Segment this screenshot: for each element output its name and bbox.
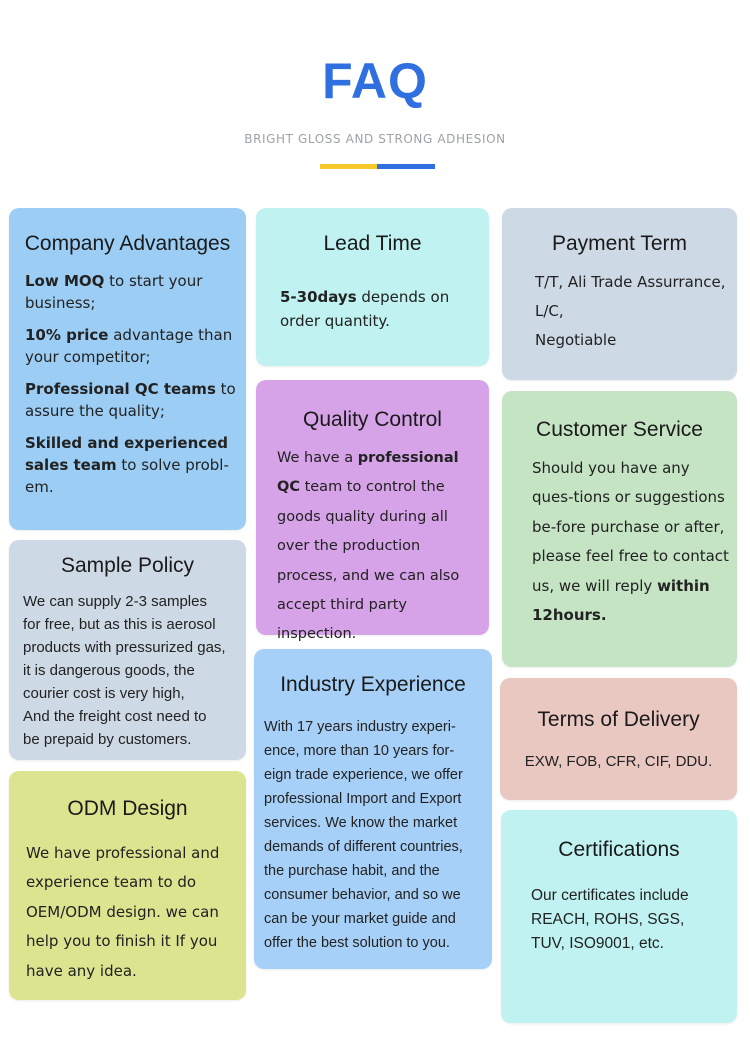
card-title: Sample Policy: [60, 554, 195, 577]
body-text: team to control the goods quality during all over the production process, and we can also accept third party inspection.: [277, 479, 460, 643]
odm-design-card: [9, 771, 246, 1000]
lead-time-card: [256, 208, 489, 366]
body-line: can be your market guide and: [264, 911, 456, 927]
body-line: for free, but as this is aerosol: [23, 616, 216, 633]
industry-experience-card: [254, 649, 492, 969]
body-text: Should you have any ques-tions or suggestions be-fore purchase or after, please feel free to contact us, we will reply: [532, 459, 729, 595]
body-line: Negotiable: [535, 331, 617, 349]
card-body: [531, 884, 733, 956]
page-subtitle: BRIGHT GLOSS AND STRONG ADHESION: [244, 132, 506, 146]
company-advantages-card: [9, 208, 246, 530]
card-title: Quality Control: [303, 408, 442, 431]
highlight-text: 5-30days: [280, 288, 357, 306]
highlight-text: Skilled and experienced sales team: [25, 434, 229, 474]
body-line: Our certificates include: [531, 887, 689, 904]
body-line: professional Import and Export: [264, 791, 462, 807]
terms-of-delivery-card: [500, 678, 737, 800]
card-title: Payment Term: [552, 232, 687, 255]
body-text: to start your business;: [25, 272, 203, 312]
body-line: courier cost is very high,: [23, 685, 185, 702]
page-title: FAQ: [322, 53, 428, 109]
body-text: depends on order quantity.: [280, 288, 450, 330]
accent-bar-blue: [377, 164, 435, 169]
body-line: help you to finish it If you: [26, 932, 218, 951]
body-text: advantage than your competitor;: [25, 326, 233, 366]
card-body: [535, 268, 731, 355]
body-line: We can supply 2-3 samples: [23, 593, 207, 610]
highlight-text: Professional QC teams: [25, 380, 216, 398]
body-line: services. We know the market: [264, 815, 458, 831]
body-line: products with pressurized gas,: [23, 639, 226, 656]
card-body: [532, 454, 733, 630]
body-line: And the freight cost need to: [23, 708, 207, 725]
card-body: [26, 839, 242, 986]
body-line: it is dangerous goods, the: [23, 662, 195, 679]
body-line: ence, more than 10 years for-: [264, 743, 455, 759]
card-title: Customer Service: [536, 418, 703, 441]
body-line: eign trade experience, we offer: [264, 767, 463, 783]
body-line: consumer behavior, and so we: [264, 887, 461, 903]
card-body: [500, 752, 737, 772]
body-line: OEM/ODM design. we can: [26, 902, 219, 921]
body-line: L/C,: [535, 302, 564, 320]
card-title: Terms of Delivery: [537, 708, 700, 731]
payment-term-card: [502, 208, 737, 380]
body-line: We have professional and: [26, 844, 220, 862]
customer-service-card: [502, 391, 737, 667]
body-line: REACH, ROHS, SGS,: [531, 911, 685, 928]
card-body: [280, 285, 479, 333]
highlight-text: within 12hours.: [532, 576, 710, 625]
sample-policy-card: [9, 540, 246, 760]
card-title: Company Advantages: [24, 232, 231, 255]
body-line: demands of different countries,: [264, 839, 463, 855]
quality-control-card: [256, 380, 489, 643]
certifications-card: [501, 810, 737, 1023]
body-line: T/T, Ali Trade Assurrance,: [535, 273, 726, 291]
highlight-text: Low MOQ: [25, 272, 105, 290]
body-line: TUV, ISO9001, etc.: [531, 935, 664, 952]
card-title: Certifications: [558, 838, 680, 861]
accent-bar-yellow: [320, 164, 377, 169]
highlight-text: professional QC: [277, 450, 459, 496]
body-line: have any idea.: [26, 961, 137, 980]
body-line: be prepaid by customers.: [23, 731, 192, 748]
card-body: [264, 715, 490, 955]
body-text: to solve probl-em.: [25, 456, 229, 496]
card-body: [277, 444, 481, 650]
body-line: With 17 years industry experi-: [264, 719, 456, 735]
body-text: to assure the quality;: [25, 380, 236, 420]
body-line: offer the best solution to you.: [264, 935, 450, 951]
body-line: EXW, FOB, CFR, CIF, DDU.: [524, 753, 713, 770]
highlight-text: 10% price: [25, 326, 109, 344]
card-title: ODM Design: [67, 797, 188, 820]
card-body: [25, 270, 236, 498]
card-title: Lead Time: [323, 232, 422, 255]
body-line: the purchase habit, and the: [264, 863, 440, 879]
body-text: We have a: [277, 450, 358, 466]
card-title: Industry Experience: [280, 673, 466, 696]
card-body: [23, 590, 244, 751]
body-line: experience team to do: [26, 873, 197, 892]
